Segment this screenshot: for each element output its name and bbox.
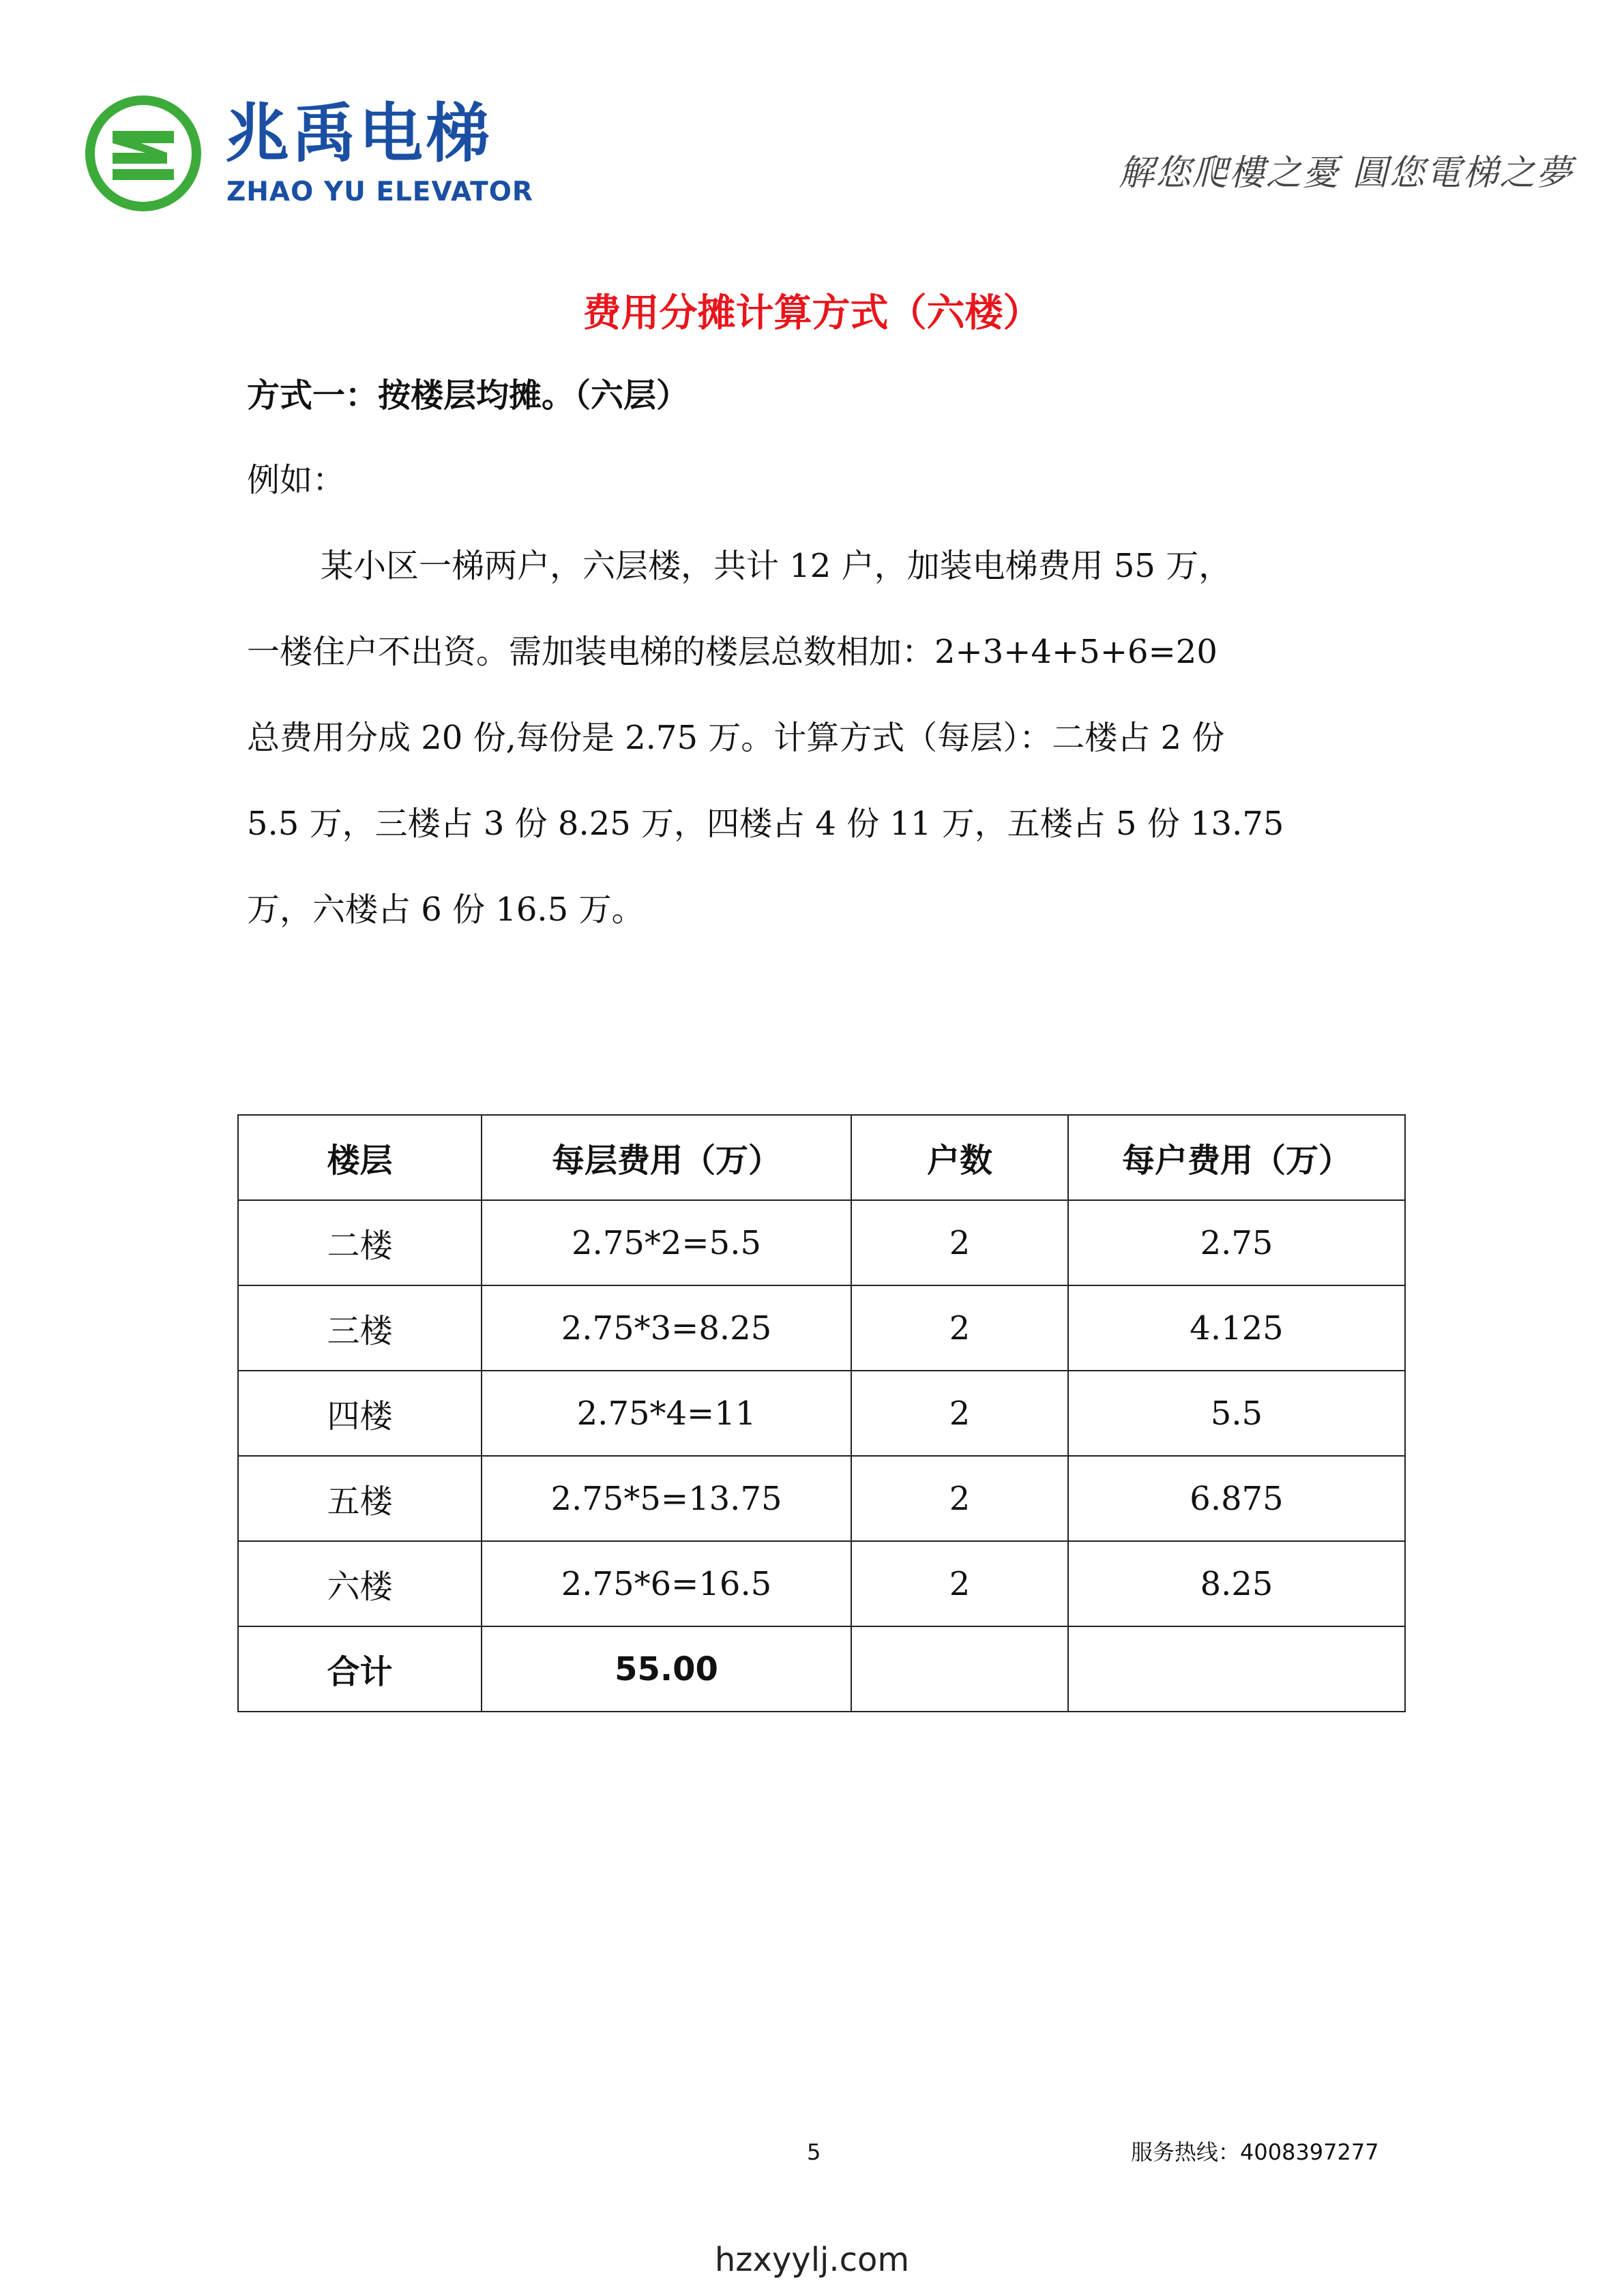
cell-floor: 五楼 — [238, 1456, 482, 1541]
cell-households: 2 — [851, 1200, 1068, 1285]
paragraph-line: 5.5 万，三楼占 3 份 8.25 万，四楼占 4 份 11 万，五楼占 5 份 13.75 — [247, 805, 1284, 843]
method-heading: 方式一：按楼层均摊。（六层） — [247, 376, 690, 415]
total-label: 合计 — [238, 1626, 482, 1712]
total-amount: 55.00 — [482, 1626, 851, 1712]
zhaoyu-logo-icon — [85, 95, 201, 211]
example-label: 例如： — [247, 461, 346, 499]
cell-floor: 六楼 — [238, 1541, 482, 1626]
table-row — [238, 1456, 1405, 1541]
cell-floor-cost: 2.75*4=11 — [482, 1371, 851, 1456]
column-header-households: 户数 — [851, 1115, 1068, 1200]
paragraph-line: 一楼住户不出资。需加装电梯的楼层总数相加：2+3+4+5+6=20 — [247, 633, 1217, 671]
cell-households: 2 — [851, 1371, 1068, 1456]
total-household-cost — [1068, 1626, 1405, 1712]
table-header-row — [238, 1115, 1405, 1200]
table-row — [238, 1200, 1405, 1285]
cost-allocation-table — [237, 1114, 1406, 1712]
cell-floor: 二楼 — [238, 1200, 482, 1285]
cell-floor: 三楼 — [238, 1285, 482, 1371]
paragraph-line: 某小区一梯两户，六层楼，共计 12 户，加装电梯费用 55 万， — [321, 547, 1232, 585]
brand-name-cn: 兆禹电梯 — [225, 97, 493, 171]
page-number: 5 — [807, 2139, 821, 2165]
cell-household-cost: 5.5 — [1068, 1371, 1405, 1456]
cell-floor-cost: 2.75*5=13.75 — [482, 1456, 851, 1541]
table-row — [238, 1285, 1405, 1371]
brand-name-en: ZHAO YU ELEVATOR — [226, 177, 533, 207]
column-header-floor-cost: 每层费用（万） — [482, 1115, 851, 1200]
document-title: 费用分摊计算方式（六楼） — [582, 291, 1042, 336]
cell-households: 2 — [851, 1285, 1068, 1371]
cell-floor-cost: 2.75*3=8.25 — [482, 1285, 851, 1371]
table-row — [238, 1371, 1405, 1456]
cell-household-cost: 6.875 — [1068, 1456, 1405, 1541]
cell-households: 2 — [851, 1541, 1068, 1626]
slogan: 解您爬樓之憂 圓您電梯之夢 — [1119, 153, 1574, 194]
cell-households: 2 — [851, 1456, 1068, 1541]
cell-household-cost: 2.75 — [1068, 1200, 1405, 1285]
column-header-household-cost: 每户费用（万） — [1068, 1115, 1405, 1200]
cell-household-cost: 4.125 — [1068, 1285, 1405, 1371]
cell-floor: 四楼 — [238, 1371, 482, 1456]
website-watermark: hzxyylj.com — [714, 2241, 910, 2279]
service-hotline: 服务热线：4008397277 — [1131, 2139, 1379, 2165]
table-total-row — [238, 1626, 1405, 1712]
cell-floor-cost: 2.75*2=5.5 — [482, 1200, 851, 1285]
total-households — [851, 1626, 1068, 1712]
table-row — [238, 1541, 1405, 1626]
cell-household-cost: 8.25 — [1068, 1541, 1405, 1626]
column-header-floor: 楼层 — [238, 1115, 482, 1200]
cell-floor-cost: 2.75*6=16.5 — [482, 1541, 851, 1626]
paragraph-line: 万，六楼占 6 份 16.5 万。 — [247, 891, 645, 929]
paragraph-line: 总费用分成 20 份,每份是 2.75 万。计算方式（每层）：二楼占 2 份 — [247, 719, 1225, 757]
